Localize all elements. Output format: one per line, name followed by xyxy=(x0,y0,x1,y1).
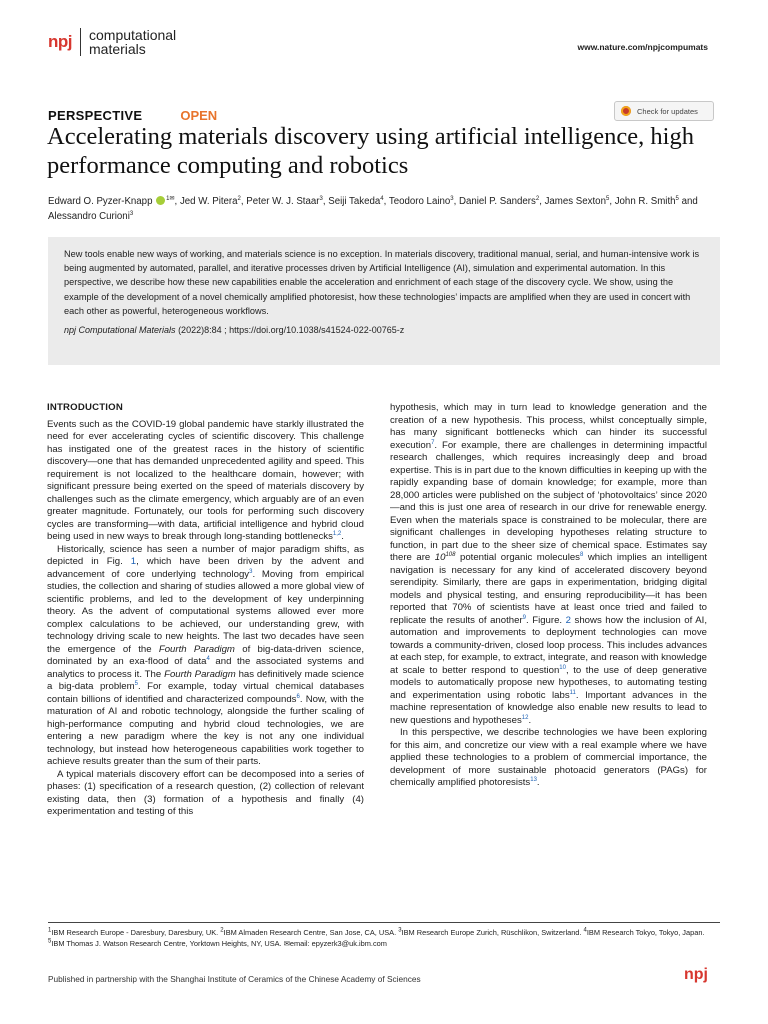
article-type: PERSPECTIVE xyxy=(48,108,143,123)
reference-link[interactable]: 5 xyxy=(134,680,138,687)
reference-link[interactable]: 3 xyxy=(249,568,253,575)
article-type-row xyxy=(48,108,217,123)
author-affiliation: 5 xyxy=(675,195,679,202)
figure-link[interactable]: 2 xyxy=(565,614,571,626)
reference-link[interactable]: 4 xyxy=(206,655,210,662)
author-name[interactable]: John R. Smith xyxy=(614,196,676,207)
npj-brand: npj xyxy=(48,32,72,51)
journal-name-line2: materials xyxy=(89,41,146,57)
paragraph: A typical materials discovery effort can be decomposed into a series of phases: (1) specification of a research question, (2) collection of relevant existing data, then (3) formation of a hypothesis and finally (4) experimentation and testing of this xyxy=(47,768,364,817)
paragraph: Historically, science has seen a number of major paradigm shifts, as depicted in Fig. 1, which have been driven by the advent and advancement of core underlying technology$^3$. Moving from empirical studies, the collection and sharing of studies allowed a more global view of scientific problems, and led to the development of key underpinning theory. As the advent of computational systems allowed ever more complex calculations to be achieved, our understanding grew, with technology driving scale to new heights. The last two decades have seen the emergence of the Fourth Paradigm of big-data-driven science, dominated by an exa-flood of data$^4$ and the associated systems and analytics to process it. The Fourth Paradigm has definitively made science a big-data problem$^5$. For example, today virtual chemical databases contain billions of identified and characterized compounds$^6$. Now, with the maturation of AI and robotic technology, alongside the further scaling of high-performance computing and hybrid cloud technologies, we are entering a new paradigm where the key is not any one individual technology, but instead how heterogeneous capabilities work together to achieve results greater than the sum of their parts. xyxy=(47,543,365,767)
citation-journal: npj Computational Materials xyxy=(64,325,176,336)
author-name[interactable]: Jed W. Pitera xyxy=(179,196,238,207)
author-email-link[interactable]: email: epyzerk3@uk.ibm.com xyxy=(289,939,387,948)
crossmark-icon xyxy=(621,106,631,116)
check-for-updates-label: Check for updates xyxy=(637,106,698,116)
author-name[interactable]: Peter W. J. Staar xyxy=(246,196,320,207)
author-name[interactable]: Teodoro Laino xyxy=(388,196,451,207)
journal-logo[interactable] xyxy=(48,28,176,56)
orcid-icon[interactable] xyxy=(156,196,165,205)
affiliations-footnote: $^1$IBM Research Europe - Daresbury, Daresbury, UK. $^2$IBM Almaden Research Centre, San Jose, CA, USA. $^3$IBM Research Europe Zurich, Rüschlikon, Switzerland. $^4$IBM Research Tokyo, Tokyo, Japan. $^5$IBM Thomas J. Watson Research Centre, Yorktown Heights, NY, USA. ✉email: epyzerk3@uk.ibm.com xyxy=(48,927,705,948)
author-name[interactable]: Daniel P. Sanders xyxy=(459,196,536,207)
open-access-label: OPEN xyxy=(180,108,218,123)
author-affiliation: 1✉ xyxy=(166,195,175,202)
author-name[interactable]: Alessandro Curioni xyxy=(48,211,130,222)
author-list: Edward O. Pyzer-Knapp $^{1✉}$, Jed W. Pitera$^2$, Peter W. J. Staar$^3$, Seiji Takeda$^4$, Teodoro Laino$^3$, Daniel P. Sanders$^2$, James Sexton$^5$, John R. Smith$^5$ and Alessandro Curioni$^3$ xyxy=(48,195,698,222)
author-name[interactable]: Seiji Takeda xyxy=(328,196,381,207)
author-affiliation: 3 xyxy=(319,195,323,202)
reference-link[interactable]: 12 xyxy=(521,714,529,721)
author-affiliation: 2 xyxy=(535,195,540,202)
left-column xyxy=(47,402,364,819)
journal-name xyxy=(89,28,176,56)
abstract-text: New tools enable new ways of working, and materials science is no exception. In materials discovery, traditional manual, serial, and human-intensive work is being augmented by automated, parallel, and iterative processes driven by Artificial Intelligence (AI), simulation and experimental automation. In this perspective, we describe how these new capabilities enable the acceleration and enrichment of each stage of the discovery cycle. We show, using the example of the development of a novel chemically amplified photoresist, how these technologies’ impacts are amplified when they are used in concert with each other as powerful, heterogeneous workflows. xyxy=(64,249,700,316)
logo-divider xyxy=(80,28,81,56)
author-affiliation: 3 xyxy=(129,210,134,217)
author-affiliation: 2 xyxy=(237,195,241,202)
check-for-updates-button[interactable] xyxy=(614,101,714,121)
footnote-divider xyxy=(48,922,720,923)
reference-link[interactable]: 10 xyxy=(559,664,566,671)
author-affiliation: 4 xyxy=(380,195,384,202)
citation-doi[interactable]: (2022)8:84 ; https://doi.org/10.1038/s41524-022-00765-z xyxy=(175,325,405,336)
reference-link[interactable]: 9 xyxy=(522,614,526,621)
reference-link[interactable]: 11 xyxy=(569,689,576,696)
abstract-box xyxy=(48,237,720,365)
reference-link[interactable]: 7 xyxy=(431,439,435,446)
envelope-icon: ✉ xyxy=(283,939,290,948)
envelope-icon: ✉ xyxy=(169,195,175,202)
right-column xyxy=(390,402,707,790)
figure-link[interactable]: 1 xyxy=(130,556,137,567)
author-affiliation: 3 xyxy=(450,195,454,202)
reference-link[interactable]: 8 xyxy=(579,551,584,558)
paragraph: hypothesis, which may in turn lead to knowledge generation and the creation of a new hypothesis. This process, whilst conceptually simple, has many significant bottlenecks which can hinder its successful execution$^7$. For example, there are challenges in determining impactful research challenges, which requires increasingly deep and broad expertise. This is in part due to the known difficulties in keeping up with the rapidly expanding base of domain knowledge; for example, more than 28,000 articles were published on the subject of ‘photovoltaics’ since 2020—and this is just one area of research in our drive for renewable energy. Even when the materials space is constrained to be molecular, there are significant challenges in developing hypotheses relating structure to function, in part due to the sheer size of chemical space. Estimates say there are $10^{108}$ potential organic molecules$^8$ which implies an intelligent navigation is necessary for any kind of accelerated discovery beyond serendipity. Similarly, there are gaps in experimentation, bridging digital models and physical testing, and ensuring reproducibility—it has been reported that 70% of scientists have at least once tried and failed to replicate the results of another$^9$. Figure. 2 shows how the inclusion of AI, automation and improvements to deployment technologies can move towards a community-driven, closed loop process. This includes advances at each step, for example, to extract, integrate, and reason with knowledge at scale to better respond to question$^{10}$, to the use of deep generative models to automatically propose new hypotheses, to automating testing and experimentation using robotic labs$^{11}$. Important advances in the machine representation of knowledge also enable new results to lead to new questions and hypotheses$^{12}$. xyxy=(390,402,708,726)
citation-line xyxy=(64,323,704,337)
author-affiliation: 5 xyxy=(605,195,610,202)
reference-link[interactable]: 13 xyxy=(530,776,537,783)
journal-url-link[interactable]: www.nature.com/npjcompumats xyxy=(577,42,708,52)
article-title: Accelerating materials discovery using artificial intelligence, high performance computing and robotics xyxy=(47,123,694,179)
journal-name-line1: computational xyxy=(89,27,177,43)
npj-footer-logo: npj xyxy=(684,966,708,983)
partnership-note: Published in partnership with the Shanghai Institute of Ceramics of the Chinese Academy of Sciences xyxy=(48,974,421,984)
reference-link[interactable]: 6 xyxy=(296,693,300,700)
paragraph: In this perspective, we describe technologies we have been exploring for this aim, and concretize our view with a real example where we have applied these technologies to a problem of commercial importance, the development of more sustainable photoacid generators (PAGs) for chemically amplified photoresists$^{13}$. xyxy=(390,727,707,788)
author-name[interactable]: James Sexton xyxy=(544,196,606,207)
reference-link[interactable]: 1,2 xyxy=(332,530,342,537)
section-heading-introduction: INTRODUCTION xyxy=(47,402,123,413)
author-name[interactable]: Edward O. Pyzer-Knapp xyxy=(48,196,153,207)
paragraph: Events such as the COVID-19 global pandemic have starkly illustrated the need for ever accelerating cycles of scientific discovery. This challenge has instigated one of the greatest races in the history of scientific discovery—one that has demanded unprecedented agility and speed. This requirement is not localized to the healthcare domain, however; with significant pressure being exerted on the speed of materials discovery by challenges such as the climate emergency, which arguably are of an even greater magnitude. Fortunately, our tools for performing such discovery cycles are transforming—with data, artificial intelligence and hybrid cloud being used in new ways to break through long-standing bottlenecks$^{1,2}$. xyxy=(47,418,364,542)
